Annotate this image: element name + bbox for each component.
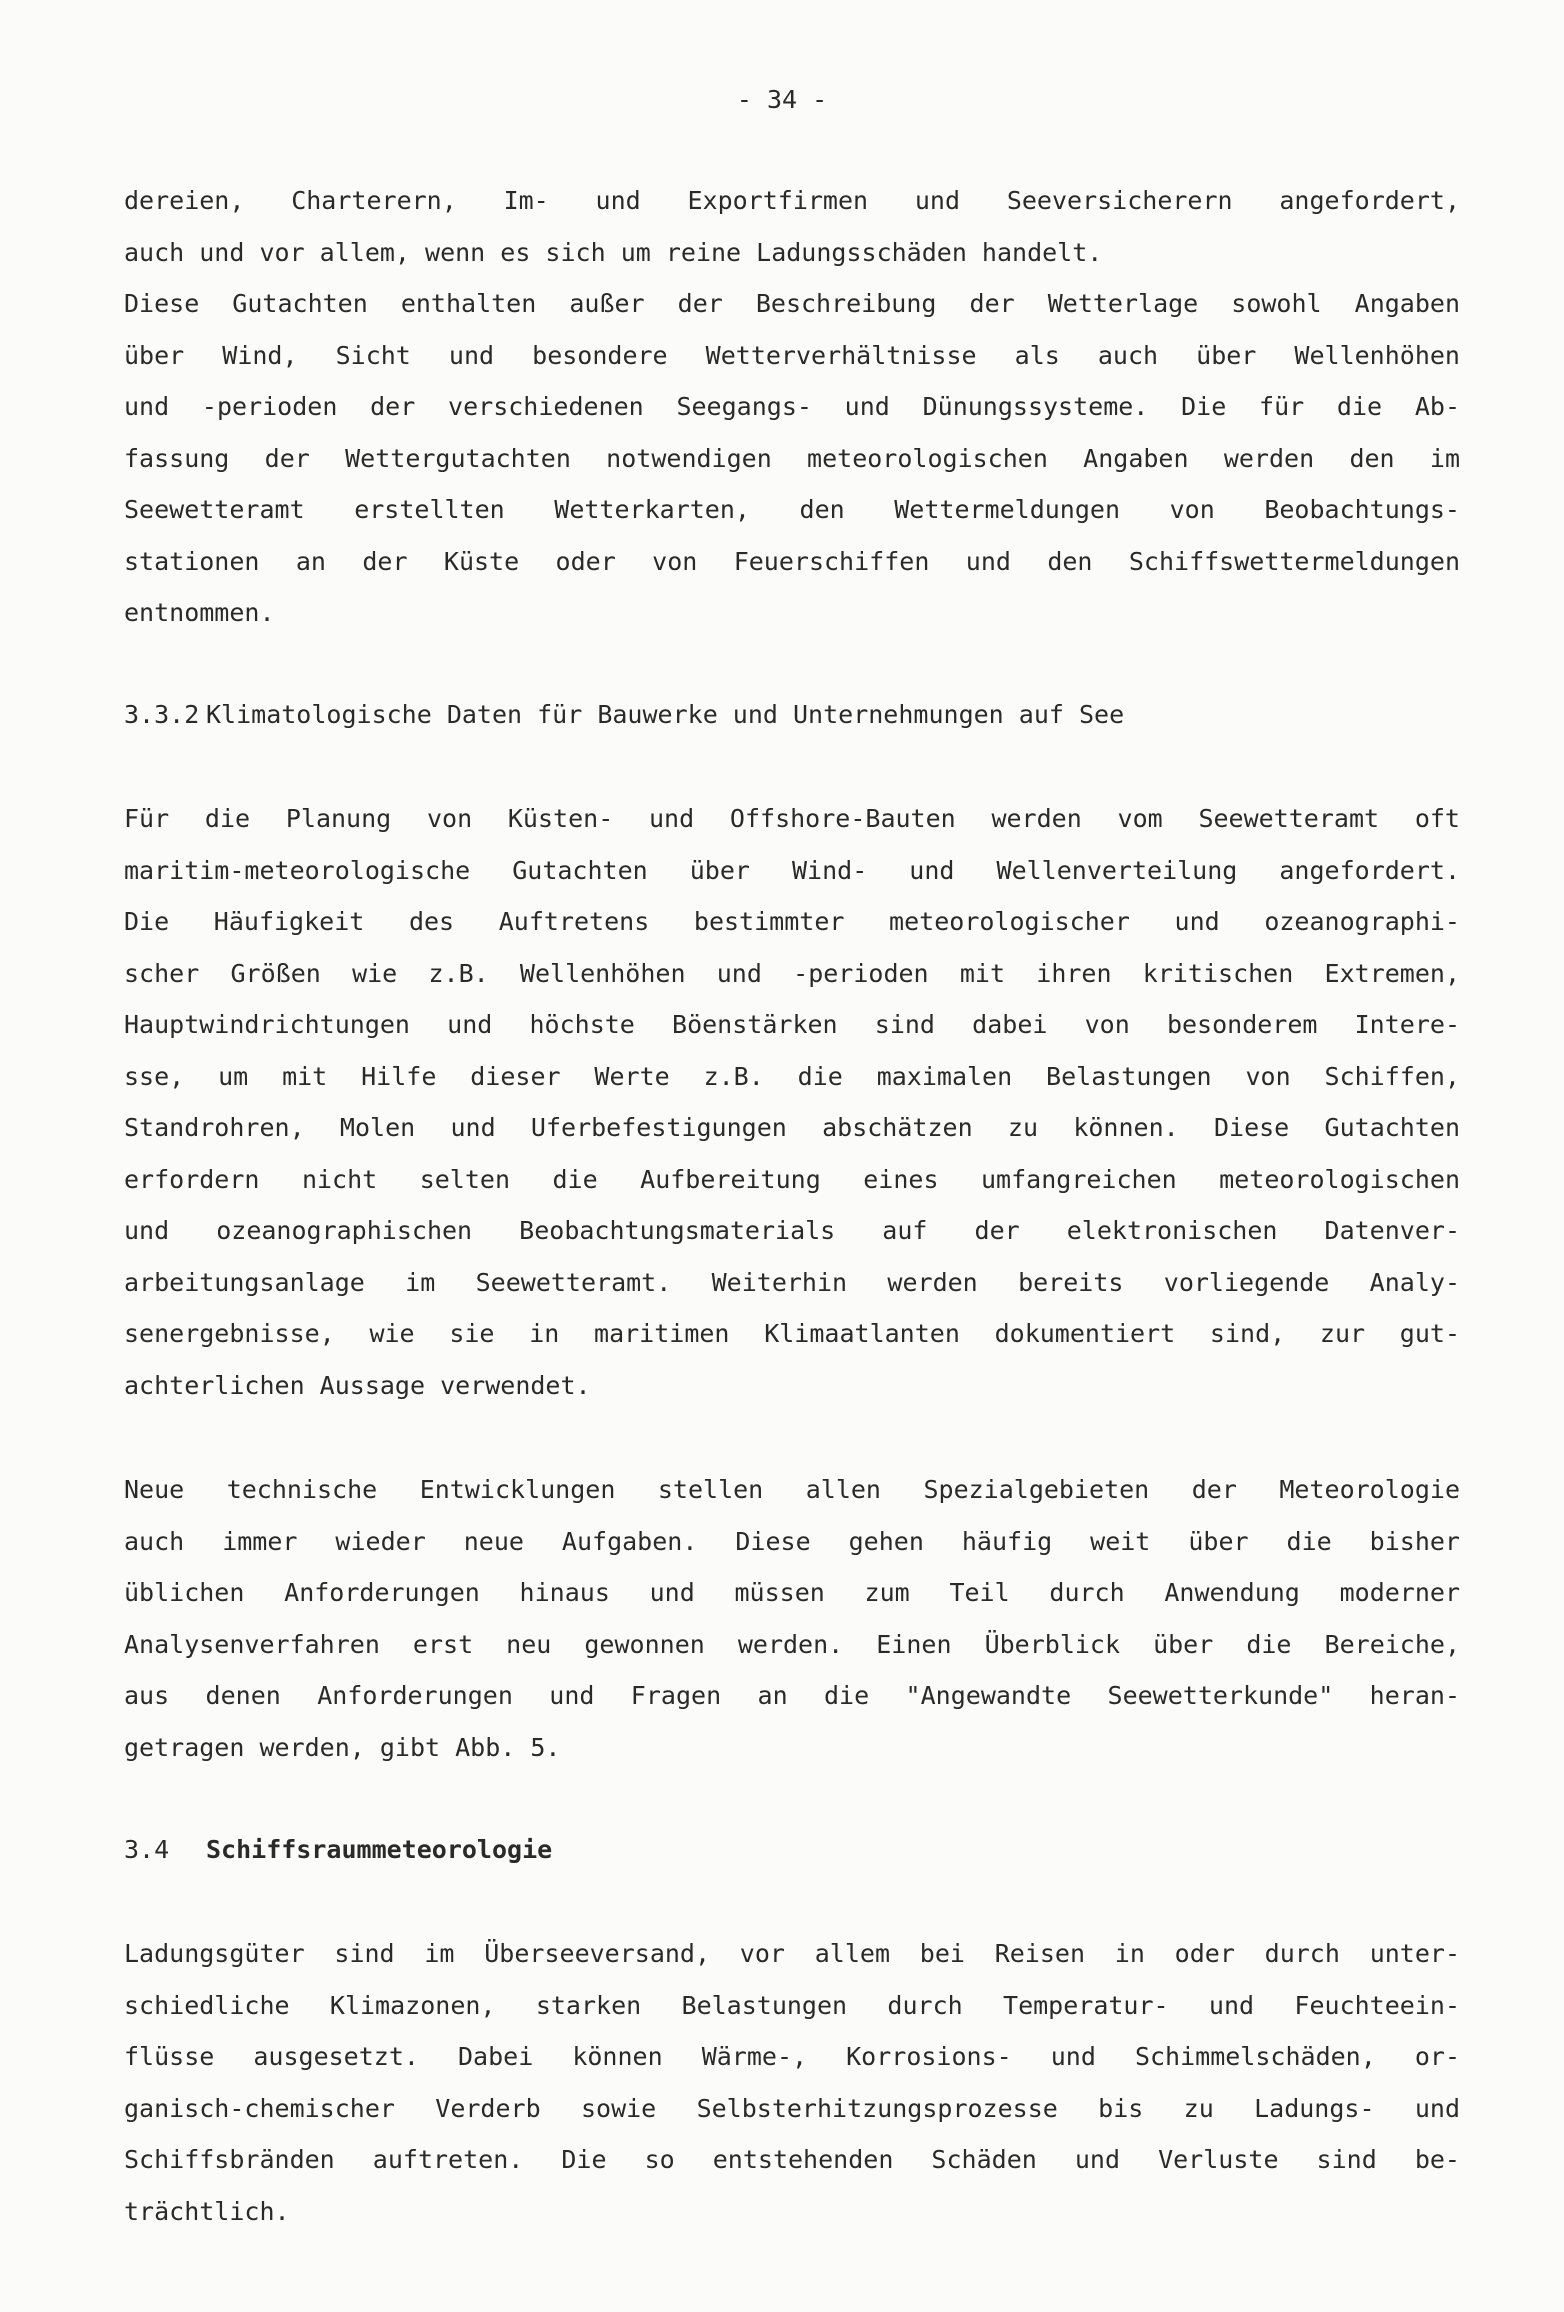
text-line: auch immer wieder neue Aufgaben. Diese gehen häufig weit über die bisher	[124, 1526, 1460, 1556]
section-title: Klimatologische Daten für Bauwerke und Unternehmungen auf See	[206, 700, 1125, 729]
text-line: trächtlich.	[124, 2196, 290, 2226]
text-line: erfordern nicht selten die Aufbereitung eines umfangreichen meteorologischen	[124, 1164, 1460, 1194]
text-line: fassung der Wettergutachten notwendigen meteorologischen Angaben werden den im	[124, 443, 1460, 473]
section-title: Schiffsraummeteorologie	[206, 1835, 553, 1864]
text-line: Hauptwindrichtungen und höchste Böenstärken sind dabei von besonderem Intere-	[124, 1010, 1460, 1039]
text-line: üblichen Anforderungen hinaus und müssen zum Teil durch Anwendung moderner	[124, 1578, 1460, 1607]
text-line: auch und vor allem, wenn es sich um reine Ladungsschäden handelt.	[124, 237, 1103, 267]
paragraph-4	[124, 1464, 1460, 1773]
text-line: arbeitungsanlage im Seewetteramt. Weiterhin werden bereits vorliegende Analy-	[124, 1267, 1460, 1297]
text-line: Standrohren, Molen und Uferbefestigungen abschätzen zu können. Diese Gutachten	[124, 1113, 1460, 1142]
text-line: senergebnisse, wie sie in maritimen Klimaatlanten dokumentiert sind, zur gut-	[124, 1319, 1460, 1348]
text-line: entnommen.	[124, 598, 275, 627]
section-number: 3.4	[124, 1835, 170, 1864]
text-line: Diese Gutachten enthalten außer der Beschreibung der Wetterlage sowohl Angaben	[124, 289, 1460, 318]
text-line: maritim-meteorologische Gutachten über Wind- und Wellenverteilung angefordert.	[124, 855, 1460, 885]
text-line: Analysenverfahren erst neu gewonnen werden. Einen Überblick über die Bereiche,	[124, 1629, 1460, 1659]
text-line: ganisch-chemischer Verderb sowie Selbsterhitzungsprozesse bis zu Ladungs- und	[124, 2093, 1460, 2123]
text-line: flüsse ausgesetzt. Dabei können Wärme-, Korrosions- und Schimmelschäden, or-	[124, 2042, 1460, 2071]
text-line: Ladungsgüter sind im Überseeversand, vor allem bei Reisen in oder durch unter-	[124, 1939, 1460, 1968]
text-line: scher Größen wie z.B. Wellenhöhen und -perioden mit ihren kritischen Extremen,	[124, 958, 1460, 988]
text-line: getragen werden, gibt Abb. 5.	[124, 1732, 561, 1762]
paragraph-1	[124, 175, 1460, 278]
paragraph-3	[124, 793, 1460, 1411]
paragraph-2	[124, 278, 1460, 639]
text-line: achterlichen Aussage verwendet.	[124, 1370, 591, 1400]
text-line: stationen an der Küste oder von Feuerschiffen und den Schiffswettermeldungen	[124, 546, 1460, 576]
text-line: dereien, Charterern, Im- und Exportfirmen und Seeversicherern angefordert,	[124, 186, 1460, 215]
text-line: aus denen Anforderungen und Fragen an die "Angewandte Seewetterkunde" heran-	[124, 1681, 1460, 1710]
text-line: sse, um mit Hilfe dieser Werte z.B. die maximalen Belastungen von Schiffen,	[124, 1061, 1460, 1091]
section-heading-3-3-2	[124, 689, 1460, 741]
text-line: Seewetteramt erstellten Wetterkarten, den Wettermeldungen von Beobachtungs-	[124, 495, 1460, 524]
text-line: Schiffsbränden auftreten. Die so entstehenden Schäden und Verluste sind be-	[124, 2145, 1460, 2174]
page-number: - 34 -	[736, 85, 828, 114]
text-line: Die Häufigkeit des Auftretens bestimmter meteorologischer und ozeanographi-	[124, 907, 1460, 936]
text-line: schiedliche Klimazonen, starken Belastungen durch Temperatur- und Feuchteein-	[124, 1990, 1460, 2020]
text-line: Für die Planung von Küsten- und Offshore-Bauten werden vom Seewetteramt oft	[124, 804, 1460, 833]
section-heading-3-4	[124, 1824, 1460, 1876]
text-line: und ozeanographischen Beobachtungsmaterials auf der elektronischen Datenver-	[124, 1216, 1460, 1245]
section-number: 3.3.2	[124, 700, 200, 729]
text-line: Neue technische Entwicklungen stellen allen Spezialgebieten der Meteorologie	[124, 1475, 1460, 1504]
text-line: und -perioden der verschiedenen Seegangs- und Dünungssysteme. Die für die Ab-	[124, 392, 1460, 421]
paragraph-5	[124, 1928, 1460, 2237]
text-line: über Wind, Sicht und besondere Wetterverhältnisse als auch über Wellenhöhen	[124, 340, 1460, 370]
